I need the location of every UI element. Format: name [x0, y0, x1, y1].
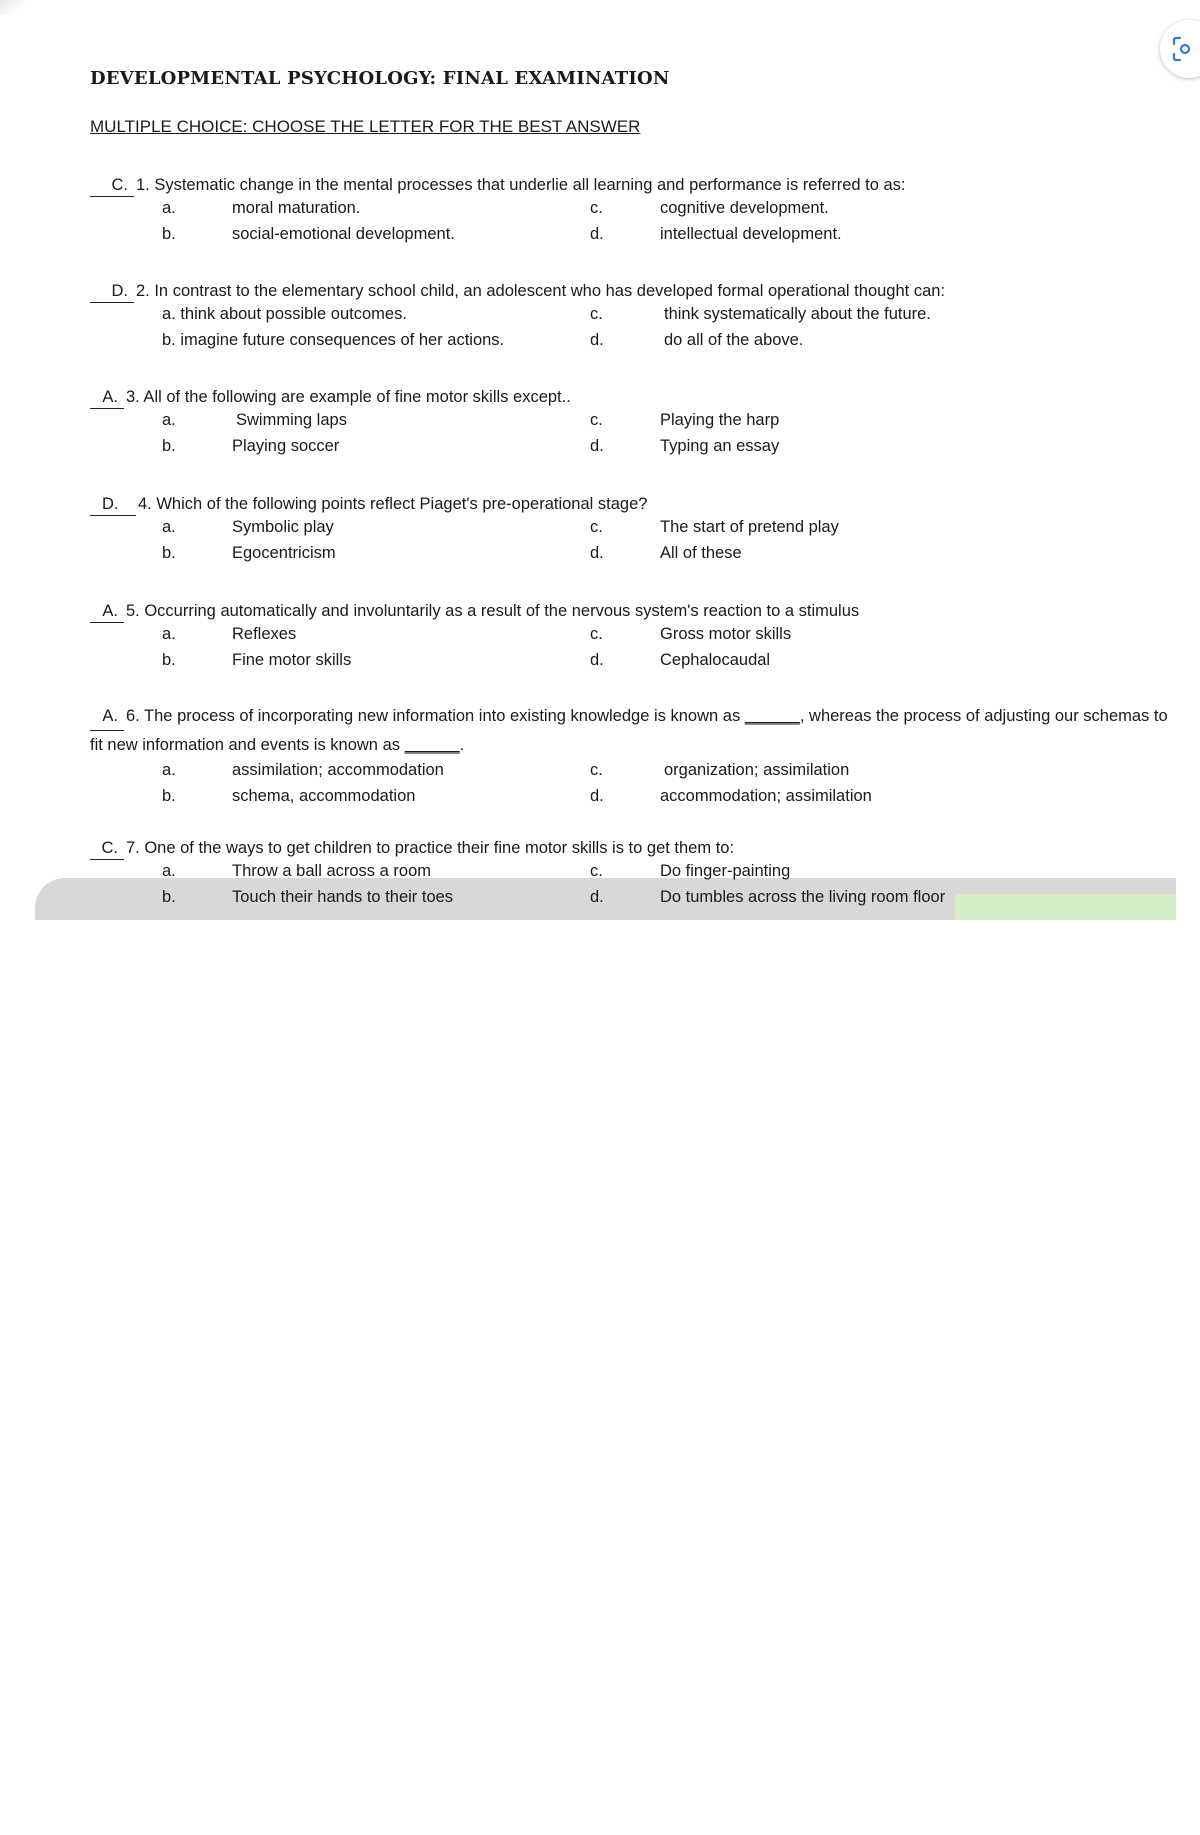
answer-blank-5[interactable]: A. — [90, 600, 124, 623]
answer-blank-6[interactable]: A. — [90, 702, 124, 731]
answer-blank-1[interactable]: C. — [90, 174, 134, 197]
fill-blank-2: ______ — [404, 736, 460, 754]
question-stem: 3. All of the following are example of fine motor skills except.. — [126, 388, 571, 406]
question-stem: 7. One of the ways to get children to practice their fine motor skills is to get them to: — [126, 839, 735, 857]
question-stem: 4. Which of the following points reflect Piaget's pre-operational stage? — [138, 495, 648, 513]
question-stem-part1: 6. The process of incorporating new information into existing knowledge is known as — [126, 707, 741, 725]
answer-blank-3[interactable]: A. — [90, 386, 124, 409]
question-stem: 5. Occurring automatically and involuntarily as a result of the nervous system's reaction to a stimulus — [126, 602, 860, 620]
question-6: A. 6. The process of incorporating new information into existing knowledge is known as ______, whereas the process of adjusting our schemas to fit new information and events is known as ______. a. assimilation; accommodation b. schema, accommodation c. organization; assimilation d. accommodation; assimilation — [90, 702, 1170, 813]
page-corner-fold — [0, 0, 28, 14]
question-1: C. 1. Systematic change in the mental processes that underlie all learning and performance is referred to as: a. moral maturation. b. social-emotional development. c. cognitive development. d. intellectual development. — [90, 174, 1170, 251]
question-2: D. 2. In contrast to the elementary school child, an adolescent who has developed formal operational thought can: a. think about possible outcomes. b. imagine future consequences of her actions. c. think systematically about the future. d. do all of the above. — [90, 280, 1170, 357]
question-7: C. 7. One of the ways to get children to practice their fine motor skills is to get them to: a. Throw a ball across a room b. Touch their hands to their toes c. Do finger-painting d. Do tumbles across the living room floor — [90, 837, 1170, 914]
lens-scan-button[interactable] — [1160, 20, 1200, 78]
option-b[interactable]: b. imagine future consequences of her actions. — [162, 331, 505, 349]
exam-title: DEVELOPMENTAL PSYCHOLOGY: FINAL EXAMINATION — [90, 68, 670, 89]
answer-blank-7[interactable]: C. — [90, 837, 124, 860]
question-4: D. 4. Which of the following points reflect Piaget's pre-operational stage? a. Symbolic play b. Egocentricism c. The start of pretend play d. All of these — [90, 493, 1170, 570]
option-a[interactable]: a. think about possible outcomes. — [162, 305, 407, 323]
question-5: A. 5. Occurring automatically and involuntarily as a result of the nervous system's reaction to a stimulus a. Reflexes b. Fine motor skills c. Gross motor skills d. Cephalocaudal — [90, 600, 1170, 677]
fill-blank-1: ______ — [744, 707, 800, 725]
question-stem-part2: , whereas the process of adjusting our schemas to fit new information and events is known as — [90, 707, 1168, 754]
question-stem-end: . — [459, 736, 465, 754]
exam-instruction: MULTIPLE CHOICE: CHOOSE THE LETTER FOR THE BEST ANSWER — [90, 117, 641, 136]
question-stem: 2. In contrast to the elementary school child, an adolescent who has developed formal operational thought can: — [136, 282, 946, 300]
answer-blank-4[interactable]: D. — [90, 493, 136, 516]
question-stem: 1. Systematic change in the mental processes that underlie all learning and performance is referred to as: — [136, 176, 906, 194]
lens-icon — [1172, 35, 1196, 63]
question-3: A. 3. All of the following are example of fine motor skills except.. a. Swimming laps b. Playing soccer c. Playing the harp d. Typing an essay — [90, 386, 1170, 463]
answer-blank-2[interactable]: D. — [90, 280, 134, 303]
